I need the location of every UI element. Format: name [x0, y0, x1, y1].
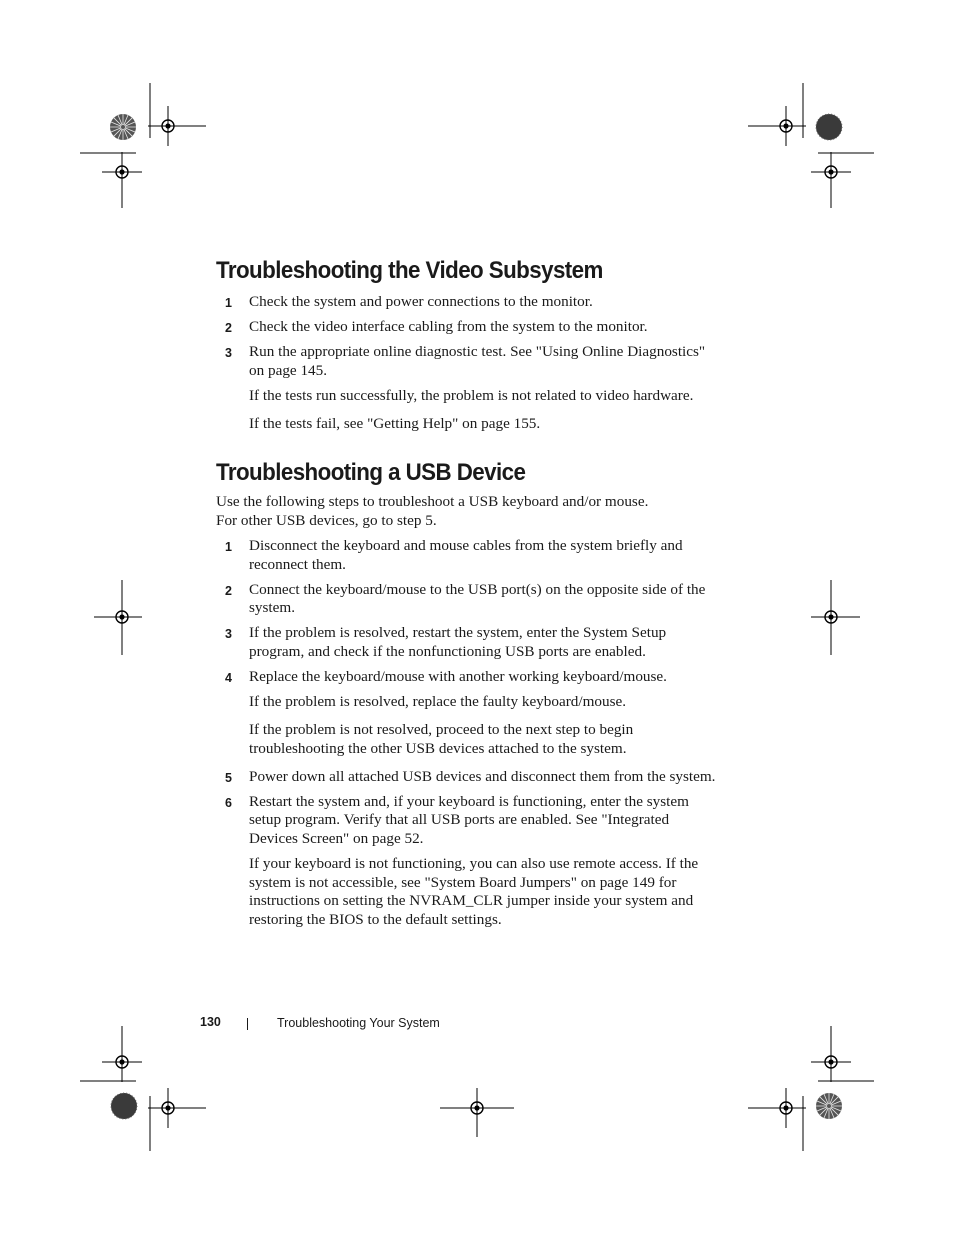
step-text: Replace the keyboard/mouse with another working keyboard/mouse.: [249, 667, 667, 685]
step-list: [216, 537, 716, 930]
step-text: Disconnect the keyboard and mouse cables from the system briefly and reconnect them.: [249, 536, 683, 573]
step-number: 3: [225, 346, 232, 360]
intro-line: Use the following steps to troubleshoot a USB keyboard and/or mouse.: [216, 493, 649, 511]
page-content: [216, 255, 716, 939]
section-heading: Troubleshooting the Video Subsystem: [216, 257, 603, 284]
step-number: 1: [225, 296, 232, 310]
step-note: If the tests fail, see "Getting Help" on page 155.: [249, 414, 541, 432]
intro-line: For other USB devices, go to step 5.: [216, 512, 437, 530]
step-text: Run the appropriate online diagnostic test. See "Using Online Diagnostics" on page 145.: [249, 343, 706, 379]
step-text: Connect the keyboard/mouse to the USB port(s) on the opposite side of the system.: [249, 580, 706, 617]
list-item: [216, 768, 716, 787]
step-number: 2: [225, 321, 232, 335]
chapter-title: Troubleshooting Your System: [277, 1016, 440, 1030]
list-item: [216, 537, 716, 574]
list-item: [216, 318, 716, 337]
list-item: [216, 668, 716, 687]
list-item: [216, 581, 716, 618]
step-note: If the tests run successfully, the problem is not related to video hardware.: [249, 386, 694, 404]
step-number: 4: [225, 670, 232, 685]
list-item: [216, 793, 716, 849]
list-item: [216, 343, 716, 380]
step-text: Restart the system and, if your keyboard is functioning, enter the system setup program. Verify that all USB ports are enabled. See "Integrated Devices Screen" on page 52.: [249, 792, 689, 848]
step-text: Check the system and power connections to the monitor.: [249, 293, 593, 310]
step-number: 3: [225, 627, 232, 642]
list-item: [216, 293, 716, 312]
step-list: [216, 293, 716, 433]
step-text: Check the video interface cabling from the system to the monitor.: [249, 318, 648, 335]
list-item: [216, 624, 716, 661]
step-number: 6: [225, 795, 232, 810]
step-note: If the problem is not resolved, proceed to the next step to begin troubleshooting the other USB devices attached to the system.: [249, 720, 634, 757]
page-number: 130: [200, 1015, 221, 1029]
step-note: If the problem is resolved, replace the faulty keyboard/mouse.: [249, 692, 627, 710]
section-usb-device: [216, 457, 716, 929]
step-text: Power down all attached USB devices and disconnect them from the system.: [249, 767, 716, 785]
step-number: 1: [225, 539, 232, 554]
step-note: If your keyboard is not functioning, you can also use remote access. If the system is not accessible, see "System Board Jumpers" on page 149 for instructions on setting the NVRAM_CLR jumper inside your system and restoring the BIOS to the default settings.: [249, 855, 699, 929]
section-heading: Troubleshooting a USB Device: [216, 459, 526, 487]
section-video-subsystem: [216, 255, 716, 433]
step-number: 5: [225, 770, 232, 785]
step-number: 2: [225, 583, 232, 598]
section-intro: [216, 493, 716, 530]
footer-divider: [247, 1018, 248, 1030]
step-text: If the problem is resolved, restart the system, enter the System Setup program, and check if the nonfunctioning USB ports are enabled.: [249, 624, 667, 660]
